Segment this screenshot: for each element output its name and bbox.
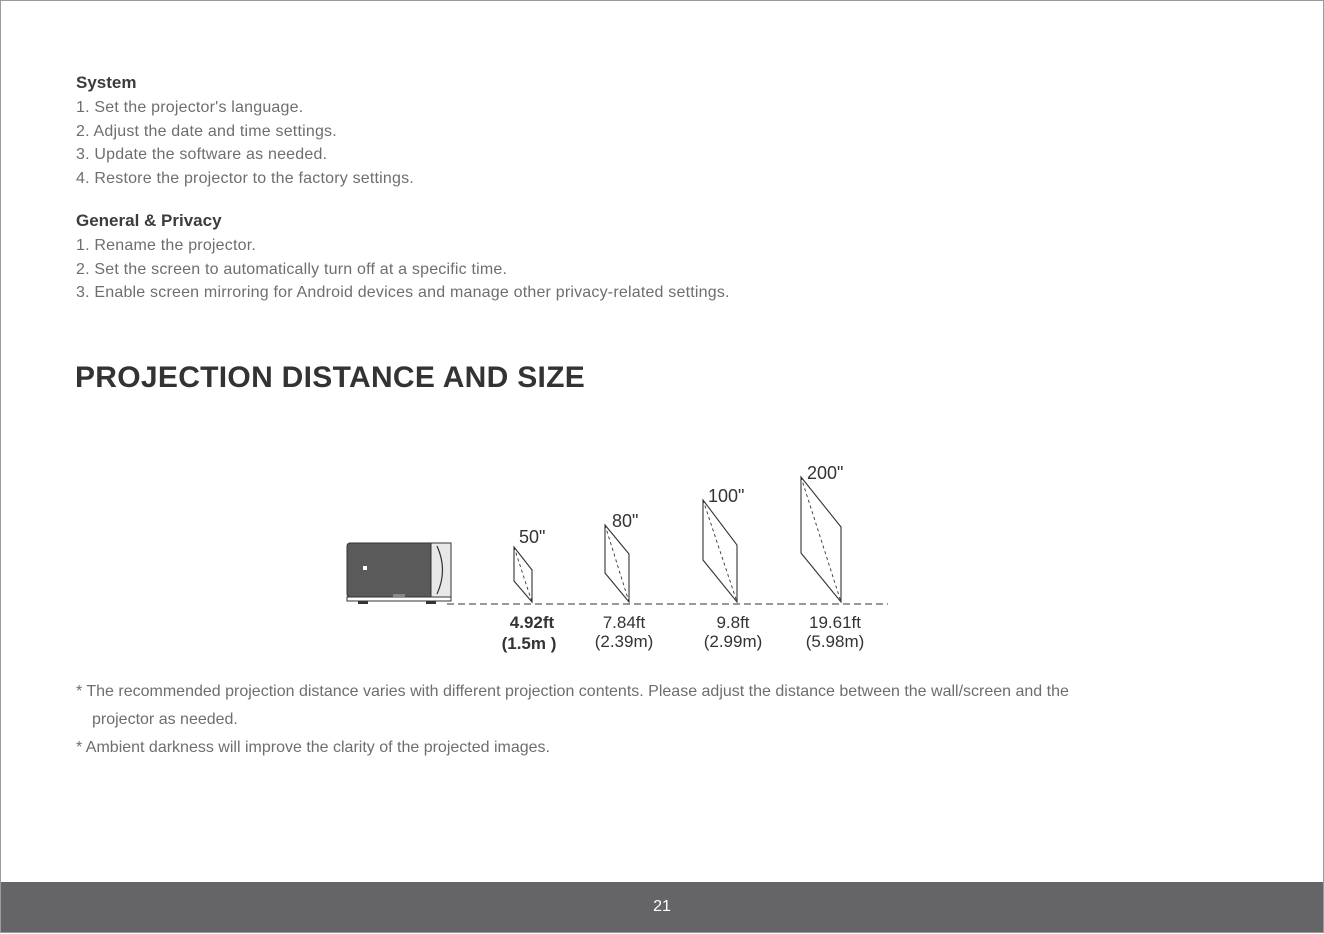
distance-m-label: (5.98m) [805, 632, 865, 651]
note-distance-line1: * The recommended projection distance varies with different projection contents. Please adjust the distance between the wall/screen and the [76, 683, 1069, 700]
note-distance-line2: projector as needed. [92, 711, 238, 728]
screen-200 [801, 463, 843, 602]
projector-icon [347, 543, 451, 604]
distance-m-label: (2.99m) [703, 632, 763, 651]
screen-size-label: 80" [612, 511, 639, 531]
list-item: 3. Enable screen mirroring for Android devices and manage other privacy-related settings. [76, 284, 730, 301]
screen-50 [514, 527, 545, 602]
page-title: PROJECTION DISTANCE AND SIZE [75, 361, 586, 394]
screen-80 [605, 511, 638, 602]
list-item: 4. Restore the projector to the factory settings. [76, 169, 414, 187]
list-item: 3. Update the software as needed. [76, 146, 328, 163]
distance-ft-label: 19.61ft [809, 613, 861, 632]
list-item: 1. Set the projector's language. [76, 99, 304, 116]
screen-size-label: 100" [708, 486, 745, 506]
general-privacy-title: General & Privacy [76, 211, 222, 230]
projection-diagram [1, 1, 1324, 934]
page-number: 21 [653, 898, 671, 915]
distance-ft-label: 9.8ft [716, 613, 750, 632]
screen-size-label: 50" [519, 527, 546, 547]
note-ambient: * Ambient darkness will improve the clarity of the projected images. [76, 739, 550, 756]
page-footer [1, 882, 1323, 932]
distance-m-label: (1.5m ) [501, 634, 557, 653]
list-item: 1. Rename the projector. [76, 237, 257, 254]
note-distance [76, 678, 1256, 734]
system-title: System [76, 73, 137, 92]
distance-ft-label: 4.92ft [509, 613, 555, 632]
notes-section [76, 678, 1256, 762]
list-item: 2. Adjust the date and time settings. [76, 122, 337, 140]
list-item: 2. Set the screen to automatically turn off at a specific time. [76, 260, 508, 278]
distance-m-label: (2.39m) [594, 632, 654, 651]
screen-100 [703, 486, 744, 602]
distance-ft-label: 7.84ft [602, 613, 646, 632]
screen-size-label: 200" [807, 463, 844, 483]
